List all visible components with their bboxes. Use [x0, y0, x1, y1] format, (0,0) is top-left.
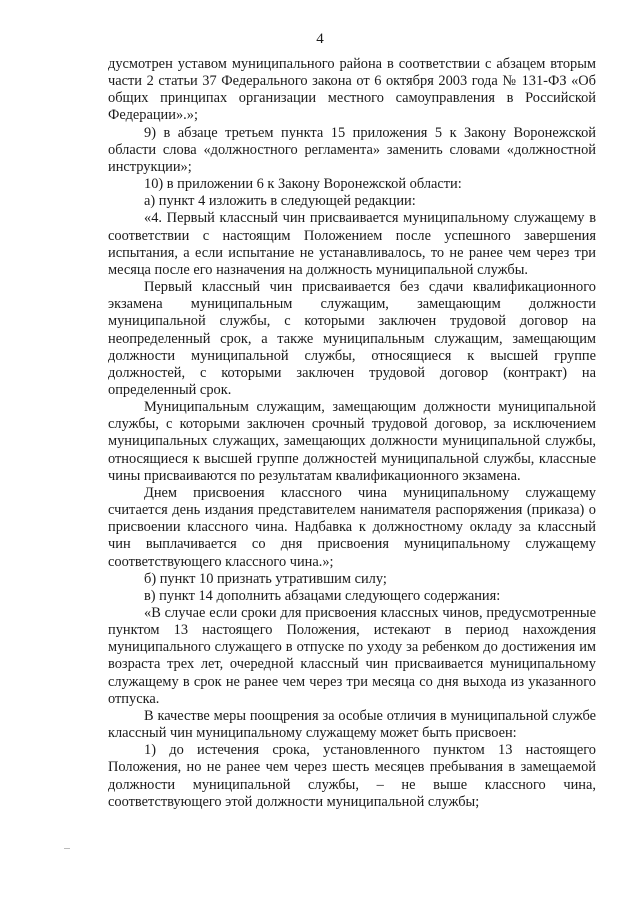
- page-number: 4: [316, 31, 324, 47]
- scan-mark: [64, 848, 70, 849]
- paragraph-rank-date: Днем присвоения классного чина муниципальному служащему считается день издания представителем нанимателя распоряжения (приказа) о присвоении классного чина. Надбавка к должностному окладу за классный чин выплачивается со дня присвоения муниципальному служащему соответствующего классного чина.»;: [108, 484, 596, 570]
- paragraph-item-10: 10) в приложении 6 к Закону Воронежской области:: [144, 176, 462, 193]
- paragraph-first-rank: Первый классный чин присваивается без сдачи квалификационного экзамена муниципальным служащим, замещающим должности муниципальной службы, с которыми заключен трудовой договор на неопределенный срок, а также муниципальным служащим, замещающим должности муниципальной службы, относящиеся к высшей группе должностей, с которыми заключен трудовой договор (контракт) на определенный срок.: [108, 279, 596, 398]
- paragraph-subitem-a: а) пункт 4 изложить в следующей редакции:: [144, 193, 416, 210]
- paragraph-subitem-b: б) пункт 10 признать утратившим силу;: [144, 570, 387, 587]
- paragraph-subitem-v: в) пункт 14 дополнить абзацами следующего содержания:: [144, 587, 501, 604]
- paragraph-exam: Муниципальным служащим, замещающим должности муниципальной службы, с которыми заключен срочный трудовой договор, за исключением муниципальных служащих, замещающих должности муниципальной службы, относящиеся к высшей группе должностей муниципальной службы, классные чины присваиваются по результатам квалификационного экзамена.: [108, 399, 596, 484]
- paragraph-item-1: 1) до истечения срока, установленного пунктом 13 настоящего Положения, но не ранее чем через шесть месяцев пребывания в замещаемой должности муниципальной службы, – не выше классного чина, соответствующего этой должности муниципальной службы;: [108, 742, 596, 810]
- paragraph-leave: «В случае если сроки для присвоения классных чинов, предусмотренные пунктом 13 настоящего Положения, истекают в период нахождения муниципального служащего в отпуске по уходу за ребенком до достижения им возраста трех лет, очередной классный чин присваивается муниципальному служащему в срок не ранее чем через три месяца со дня выхода из указанного отпуска.: [108, 605, 596, 707]
- paragraph-reward: В качестве меры поощрения за особые отличия в муниципальной службе классный чин муниципальному служащему может быть присвоен:: [108, 707, 596, 742]
- paragraph-quote-point-4: «4. Первый классный чин присваивается муниципальному служащему в соответствии с настоящим Положением после успешного завершения испытания, а если испытание не устанавливалось, то не ранее чем через три месяца после его назначения на должность муниципальной службы.: [108, 210, 596, 278]
- document-body: [108, 56, 596, 811]
- paragraph-item-9: 9) в абзаце третьем пункта 15 приложения 5 к Закону Воронежской области слова «должностного регламента» заменить словами «должностной инструкции»;: [108, 124, 596, 175]
- paragraph-continuation: дусмотрен уставом муниципального района в соответствии с абзацем вторым части 2 статьи 37 Федерального закона от 6 октября 2003 года № 131-ФЗ «Об общих принципах организации местного самоуправления в Российской Федерации».»;: [108, 56, 596, 124]
